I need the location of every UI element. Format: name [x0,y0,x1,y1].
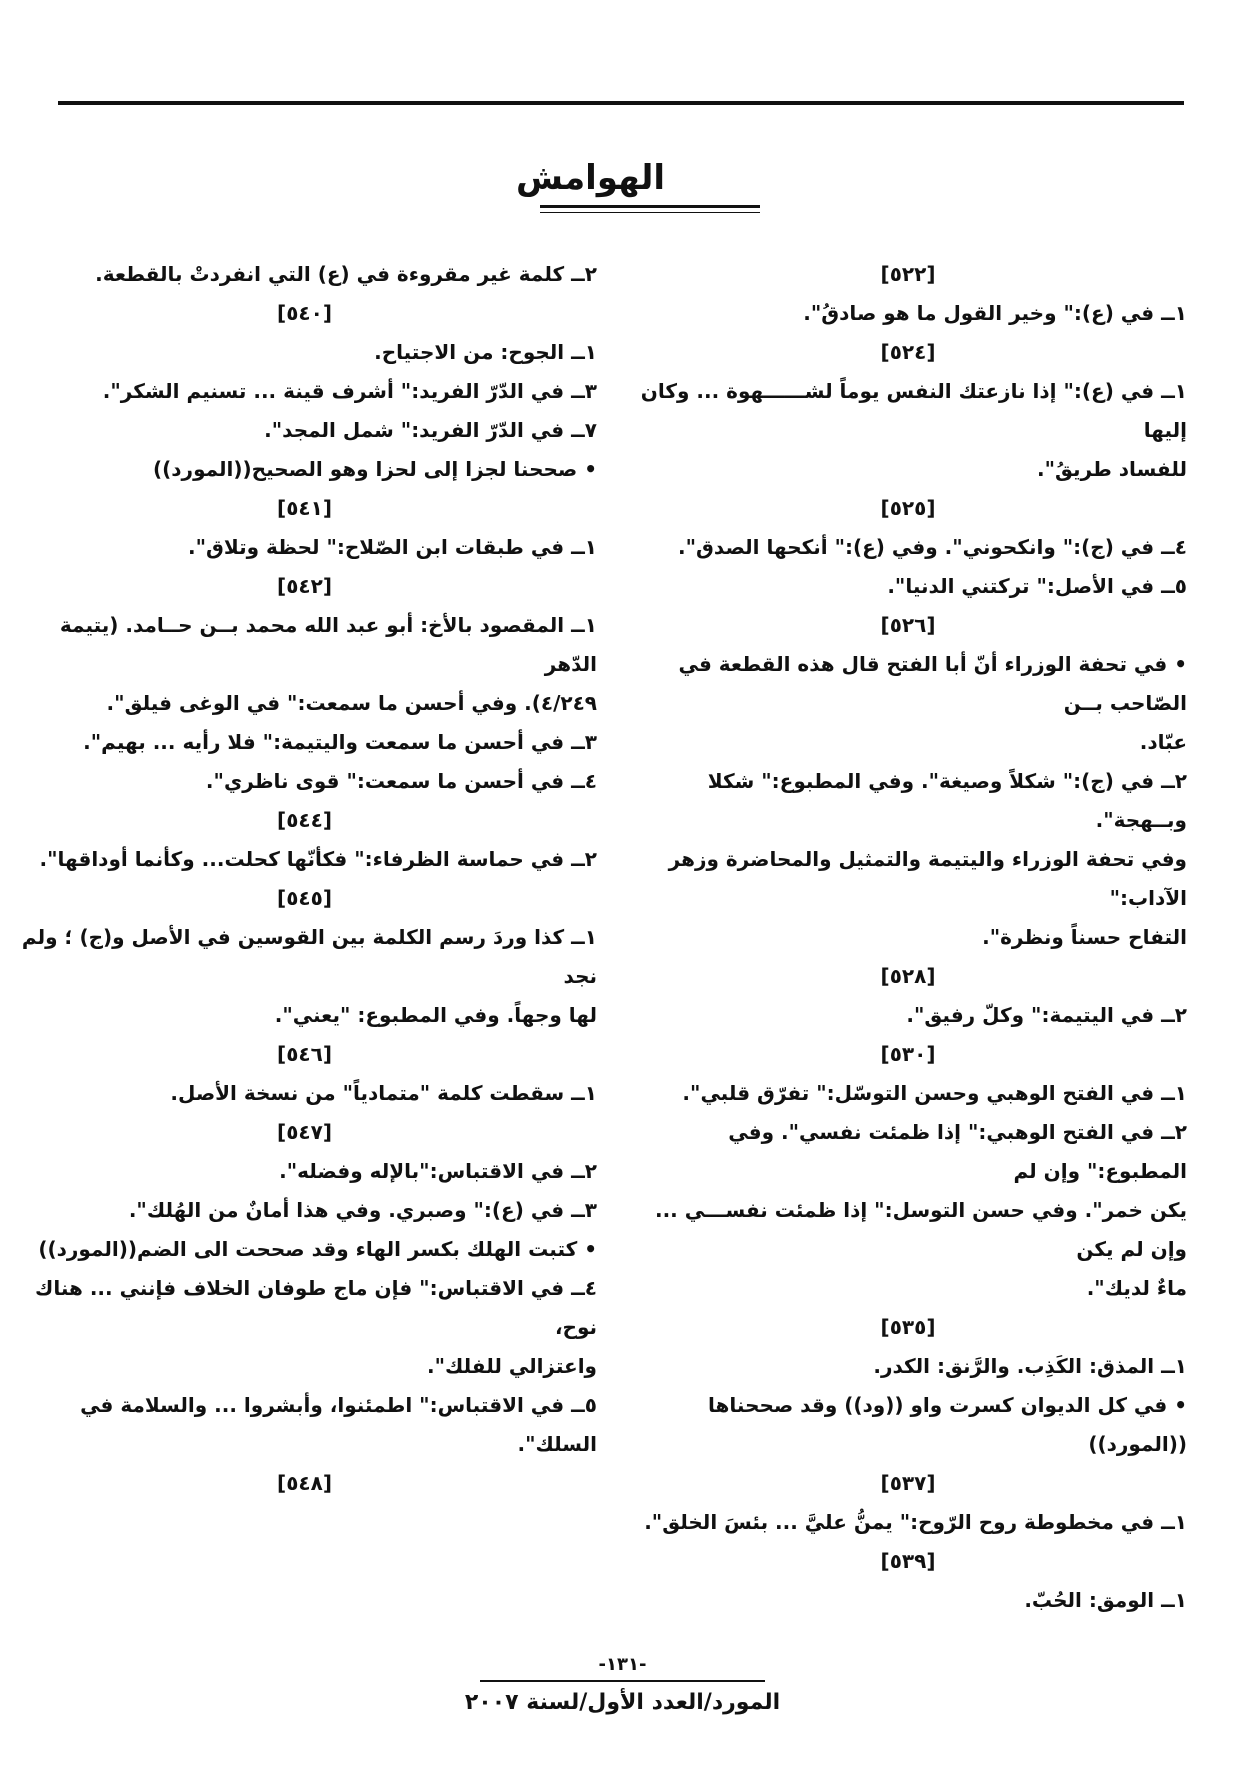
section-number: [٥٣٧] [880,1471,936,1495]
title-underline [540,205,760,208]
section-number: [٥٣٩] [880,1549,936,1573]
footnote-line: ٤ــ في (ج):" وانكحوني". وفي (ع):" أنكحها الصدق". [678,535,1187,559]
footnote-line: ٤/٢٤٩). وفي أحسن ما سمعت:" في الوغى فيلق". [106,691,597,715]
footnote-line: التفاح حسناً ونظرة". [982,925,1187,949]
section-number: [٥٤١] [277,496,332,520]
section-number: [٥٤٤] [277,808,332,832]
footnote-line: ٢ــ في (ج):" شكلاً وصيغة". وفي المطبوع:" شكلا وبــهجة". [707,769,1187,832]
footer-rule [480,1680,765,1682]
footnote-line: • في تحفة الوزراء أنّ أبا الفتح قال هذه القطعة في الصّاحب بــن [678,652,1187,715]
footnote-line: ٢ــ كلمة غير مقروءة في (ع) التي انفردتْ بالقطعة. [95,262,597,286]
footnote-line: ١ــ في (ع):" إذا نازعتك النفس يوماً لشــــــهوة ... وكان إليها [640,379,1187,442]
footnote-line: واعتزالي للفلك". [427,1354,597,1378]
footnote-line: عبّاد. [1139,730,1187,754]
title-underline-thin [540,212,760,213]
footnote-line: ٣ــ في الدّرّ الفريد:" أشرف قينة ... تسنيم الشكر". [102,379,597,403]
footnote-line: ٣ــ في أحسن ما سمعت واليتيمة:" فلا رأيه ... بهيم". [83,730,597,754]
footnote-line: للفساد طريقُ". [1037,457,1187,481]
footnote-line: ٢ــ في الفتح الوهبي:" إذا ظمئت نفسي". وفي المطبوع:" وإن لم [728,1120,1187,1183]
footnote-line: ١ــ الجوح: من الاجتياح. [374,340,597,364]
footnote-line: ٣ــ في (ع):" وصبري. وفي هذا أمانٌ من الهُلك". [128,1198,597,1222]
footnote-line: ١ــ الومق: الحُبّ. [1024,1588,1187,1612]
footnote-line: وفي تحفة الوزراء واليتيمة والتمثيل والمحاضرة وزهر الآداب:" [668,847,1187,910]
section-number: [٥٤٨] [277,1471,332,1495]
section-number: [٥٣٥] [880,1315,936,1339]
section-number: [٥٢٨] [880,964,936,988]
footnote-line: ١ــ في مخطوطة روح الرّوح:" يمنُّ عليَّ ... بئسَ الخلق". [644,1510,1187,1534]
journal-footer: المورد/العدد الأول/لسنة ٢٠٠٧ [464,1690,781,1715]
footnote-line: ١ــ كذا وردَ رسم الكلمة بين القوسين في الأصل و(ج) ؛ ولم نجد [21,925,597,988]
page-title: الهوامش [516,158,665,198]
footnote-line: ١ــ في الفتح الوهبي وحسن التوسّل:" تفرّق قلبي". [682,1081,1187,1105]
footnote-line: • في كل الديوان كسرت واو ((ود)) وقد صححناها ((المورد)) [708,1393,1187,1456]
section-number: [٥٤٦] [277,1042,332,1066]
page-number: -١٣١- [598,1654,647,1675]
footnote-line: لها وجهاً. وفي المطبوع: "يعني". [274,1003,597,1027]
footnote-line: • كتبت الهلك بكسر الهاء وقد صححت الى الضم((المورد)) [38,1237,597,1261]
footnote-line: ١ــ المذق: الكَذِب. والرَّنق: الكدر. [873,1354,1187,1378]
footnote-line: ١ــ في طبقات ابن الصّلاح:" لحظة وتلاق". [187,535,597,559]
footnote-line: ٢ــ في الاقتباس:"بالإله وفضله". [279,1159,597,1183]
footnote-line: • صححنا لجزا إلى لحزا وهو الصحيح((المورد)) [153,457,597,481]
footnote-line: ٢ــ في حماسة الظرفاء:" فكأنّها كحلت... وكأنما أوداقها". [39,847,597,871]
footnotes-right-column [629,255,1187,1620]
top-rule [58,101,1184,105]
section-number: [٥٢٥] [880,496,936,520]
section-number: [٥٤٠] [277,301,332,325]
footnote-line: ١ــ سقطت كلمة "متمادياً" من نسخة الأصل. [170,1081,597,1105]
section-number: [٥٤٥] [277,886,332,910]
footnotes-left-column [12,255,597,1503]
footnote-line: ماءٌ لديك". [1086,1276,1187,1300]
footnote-line: يكن خمر". وفي حسن التوسل:" إذا ظمئت نفســـي ... وإن لم يكن [654,1198,1187,1261]
footnote-line: ٥ــ في الأصل:" تركتني الدنيا". [887,574,1187,598]
section-number: [٥٢٢] [880,262,936,286]
footnote-line: ٧ــ في الدّرّ الفريد:" شمل المجد". [264,418,597,442]
section-number: [٥٣٠] [880,1042,936,1066]
section-number: [٥٢٤] [880,340,936,364]
footnote-line: ٢ــ في اليتيمة:" وكلّ رفيق". [906,1003,1187,1027]
footnote-line: ١ــ في (ع):" وخير القول ما هو صادقُ". [803,301,1187,325]
footnote-line: ٤ــ في أحسن ما سمعت:" قوى ناظري". [205,769,597,793]
section-number: [٥٤٧] [277,1120,332,1144]
section-number: [٥٤٢] [277,574,332,598]
footnote-line: ١ــ المقصود بالأخ: أبو عبد الله محمد بــن حــامد. (يتيمة الدّهر [59,613,597,676]
footnote-line: ٤ــ في الاقتباس:" فإن ماج طوفان الخلاف فإنني ... هناك نوح، [35,1276,597,1339]
section-number: [٥٢٦] [880,613,936,637]
footnote-line: ٥ــ في الاقتباس:" اطمئنوا، وأبشروا ... والسلامة في السلك". [80,1393,597,1456]
